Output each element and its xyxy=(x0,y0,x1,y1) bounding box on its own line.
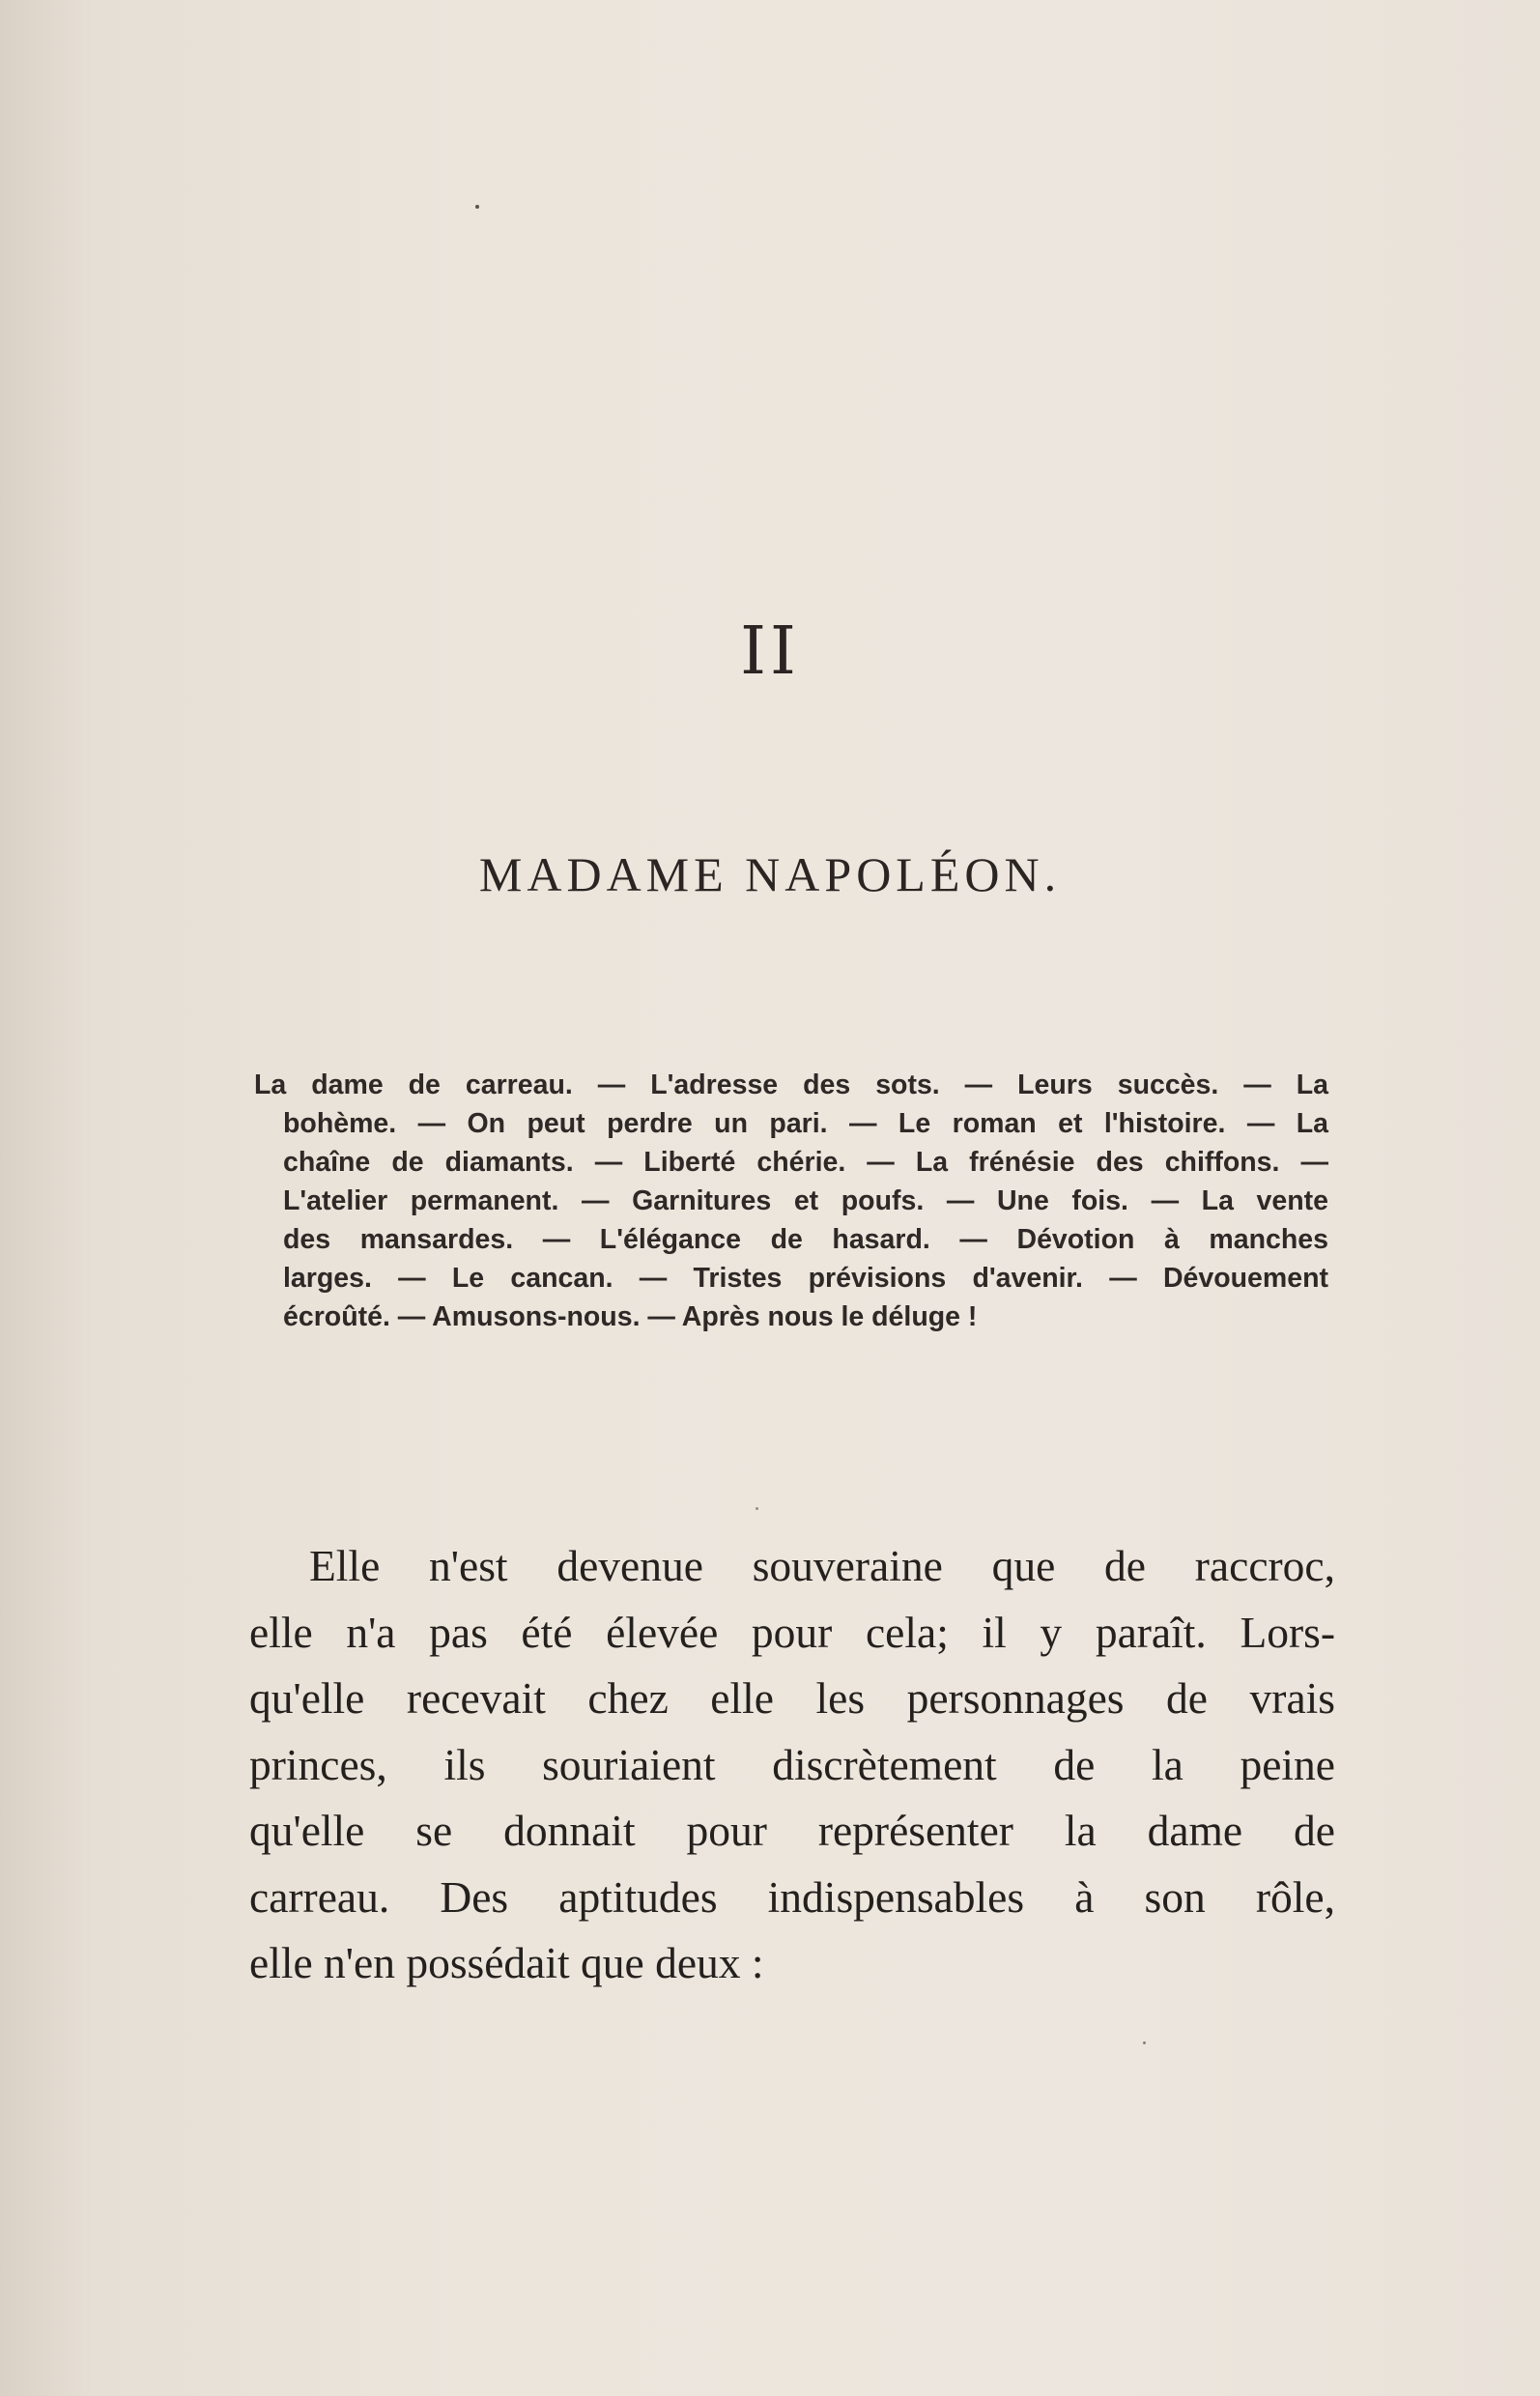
body-line: qu'elle se donnait pour représenter la dame de xyxy=(249,1806,1335,1855)
chapter-summary xyxy=(254,1066,1328,1336)
summary-line: écroûté. — Amusons-nous. — Après nous le déluge ! xyxy=(283,1301,978,1332)
body-line: elle n'en possédait que deux : xyxy=(249,1938,764,1987)
paper-speck xyxy=(1143,2041,1146,2044)
summary-line: des mansardes. — L'élégance de hasard. — Dévotion à manches xyxy=(283,1224,1328,1255)
chapter-title: MADAME NAPOLÉON. xyxy=(478,847,1062,901)
paper-speck xyxy=(475,205,479,209)
body-line: qu'elle recevait chez elle les personnages de vrais xyxy=(249,1673,1335,1723)
body-paragraph xyxy=(249,1533,1335,1997)
summary-line: bohème. — On peut perdre un pari. — Le roman et l'histoire. — La xyxy=(283,1108,1328,1139)
body-line: princes, ils souriaient discrètement de la peine xyxy=(249,1739,1335,1789)
summary-line: chaîne de diamants. — Liberté chérie. — La frénésie des chiffons. — xyxy=(283,1147,1328,1178)
body-line: Elle n'est devenue souveraine que de raccroc, xyxy=(309,1541,1335,1590)
summary-line: larges. — Le cancan. — Tristes prévisions d'avenir. — Dévouement xyxy=(283,1263,1328,1294)
paper-speck xyxy=(756,1507,758,1510)
body-line: carreau. Des aptitudes indispensables à son rôle, xyxy=(249,1871,1335,1922)
summary-line: La dame de carreau. — L'adresse des sots. — Leurs succès. — La xyxy=(254,1070,1328,1100)
chapter-number: II xyxy=(740,613,800,690)
body-line: elle n'a pas été élevée pour cela; il y paraît. Lors- xyxy=(249,1607,1335,1657)
summary-line: L'atelier permanent. — Garnitures et poufs. — Une fois. — La vente xyxy=(283,1185,1328,1216)
